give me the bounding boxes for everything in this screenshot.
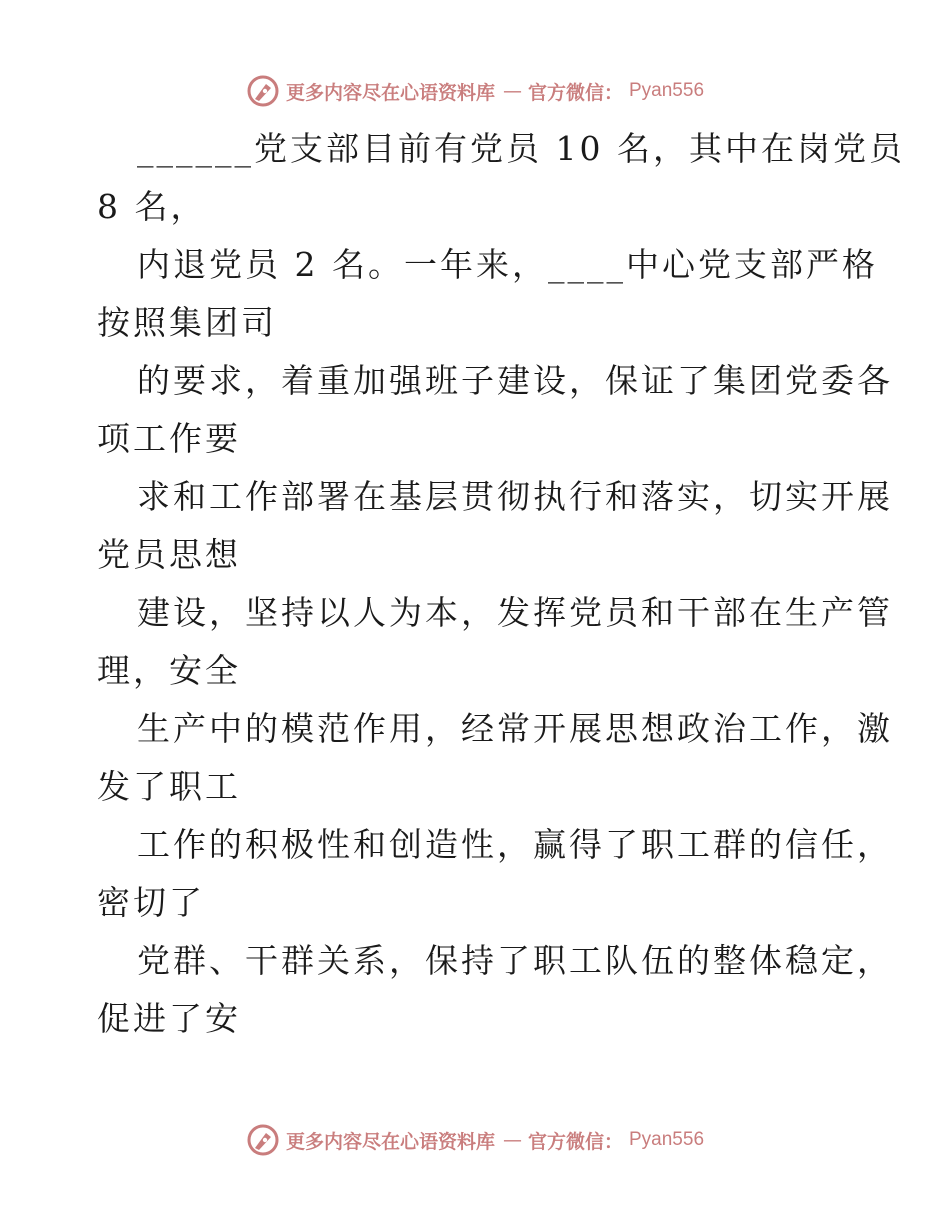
body-line: 发了职工 [97,767,241,806]
body-line: 党群、干群关系，保持了职工队伍的整体稳定， [137,941,893,980]
watermark-label: 官方微信： [527,1130,623,1153]
body-line: 党员思想 [97,535,241,574]
body-line: 项工作要 [97,419,241,458]
watermark-account: Pyan556 [629,80,705,101]
body-line: 理，安全 [97,651,241,690]
body-line: 促进了安 [97,999,241,1038]
watermark-label: 官方微信： [527,81,623,104]
watermark-site-text: 更多内容尽在心语资料库 [285,1130,495,1153]
watermark-dash: — [502,80,522,102]
footer-watermark [0,1120,950,1160]
body-line: 按照集团司 [97,303,277,342]
body-line: 求和工作部署在基层贯彻执行和落实，切实开展 [137,477,893,516]
body-line: 内退党员 2 名。一年来，____中心党支部严格 [137,245,878,284]
body-line: 8 名， [97,187,207,226]
body-line: 工作的积极性和创造性，赢得了职工群的信任， [137,825,893,864]
pen-nib-logo-icon [246,74,280,108]
pen-nib-logo-icon [246,1123,280,1157]
body-line: 密切了 [97,883,205,922]
document-body [97,120,905,1048]
body-line: 建设，坚持以人为本，发挥党员和干部在生产管 [137,593,893,632]
body-line: 生产中的模范作用，经常开展思想政治工作，激 [137,709,893,748]
watermark-dash: — [502,1129,522,1151]
watermark-account: Pyan556 [629,1129,705,1150]
watermark-site-text: 更多内容尽在心语资料库 [285,81,495,104]
body-line: 的要求，着重加强班子建设，保证了集团党委各 [137,361,893,400]
header-watermark [0,71,950,111]
body-line: ______党支部目前有党员 10 名，其中在岗党员 [137,129,905,168]
